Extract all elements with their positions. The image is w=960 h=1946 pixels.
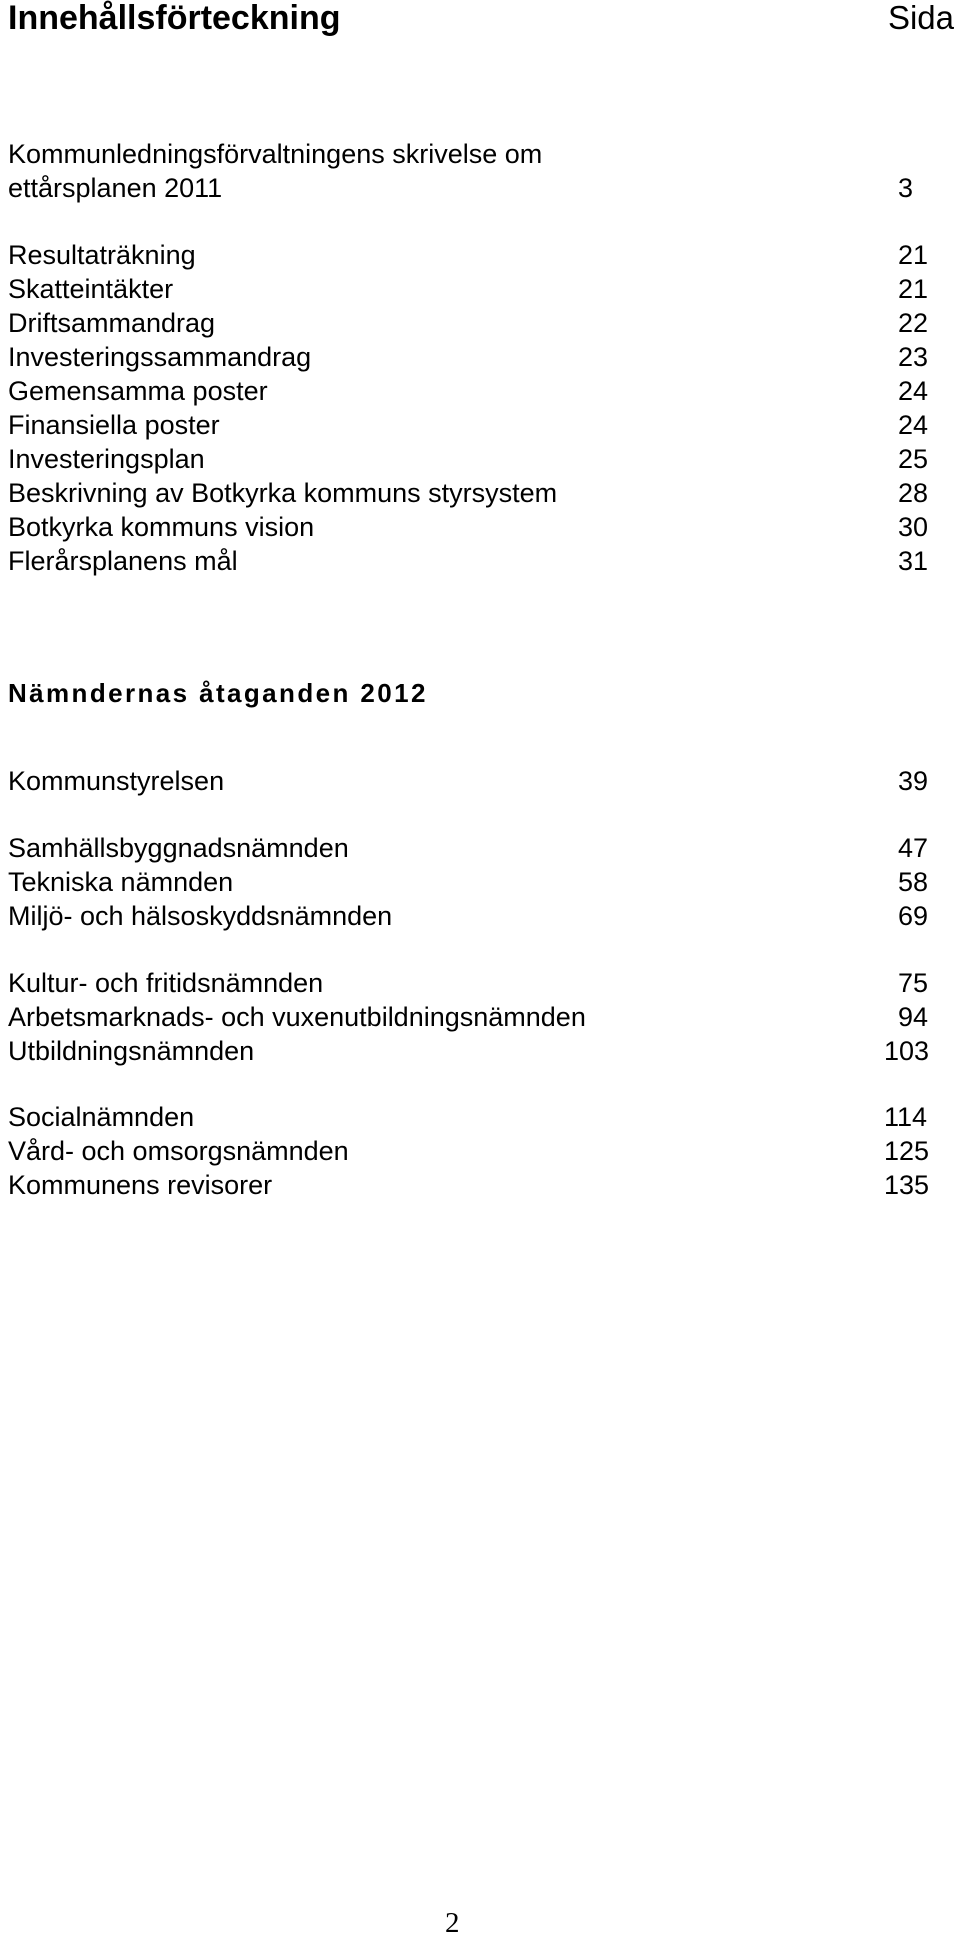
toc-board-group-2: [8, 831, 929, 933]
toc-board-group-1: [8, 764, 929, 798]
toc-entry-page: 24: [898, 376, 929, 406]
toc-entry[interactable]: [8, 476, 929, 510]
toc-entry-title: Skatteintäkter: [8, 274, 174, 304]
toc-entry-page: 21: [898, 274, 929, 304]
toc-entry-page: 28: [898, 478, 929, 508]
toc-entry-page: 23: [898, 342, 929, 372]
toc-entry-title: Utbildningsnämnden: [8, 1036, 255, 1066]
toc-entry[interactable]: [8, 1034, 930, 1068]
toc-entry-page: 31: [898, 546, 929, 576]
toc-entry-page: 30: [898, 512, 929, 542]
toc-entry-title: Vård- och omsorgsnämnden: [8, 1136, 349, 1166]
toc-entry-title: Miljö- och hälsoskyddsnämnden: [8, 901, 393, 931]
page-column-label: Sida: [887, 0, 954, 36]
toc-entry-page: 125: [884, 1136, 930, 1166]
toc-board-group-3: [8, 966, 930, 1068]
toc-entry[interactable]: [8, 899, 929, 933]
toc-entry[interactable]: [8, 171, 923, 205]
toc-entry[interactable]: [8, 374, 929, 408]
toc-entry[interactable]: [8, 1100, 928, 1134]
toc-entry-title: Botkyrka kommuns vision: [8, 512, 315, 542]
toc-entry-title: Beskrivning av Botkyrka kommuns styrsystem: [8, 478, 558, 508]
toc-entry-page: 39: [898, 766, 929, 796]
toc-entry[interactable]: [8, 510, 929, 544]
toc-entry[interactable]: [8, 408, 929, 442]
toc-entry[interactable]: [8, 1168, 930, 1202]
toc-entry-title: Kommunstyrelsen: [8, 766, 225, 796]
toc-entry[interactable]: [8, 238, 929, 272]
toc-entry[interactable]: [8, 272, 929, 306]
toc-entry-title: Resultaträkning: [8, 240, 196, 270]
toc-entry-title: Tekniska nämnden: [8, 867, 234, 897]
toc-board-group-4: [8, 1100, 930, 1202]
toc-entry-page: 3: [898, 173, 914, 203]
toc-entry-title: Socialnämnden: [8, 1102, 195, 1132]
toc-entry-page: 21: [898, 240, 929, 270]
toc-entry[interactable]: [8, 831, 929, 865]
toc-entry-page: 47: [898, 833, 929, 863]
toc-entry[interactable]: [8, 442, 929, 476]
page-number: 2: [445, 1907, 460, 1939]
toc-entry-page: 24: [898, 410, 929, 440]
toc-entry[interactable]: [8, 137, 923, 171]
toc-entry-title: Kommunledningsförvaltningens skrivelse om: [8, 139, 543, 169]
toc-entry-page: 75: [898, 968, 929, 998]
toc-entry-page: 103: [884, 1036, 930, 1066]
toc-entry[interactable]: [8, 865, 929, 899]
toc-entry-title: Investeringsplan: [8, 444, 205, 474]
toc-entry[interactable]: [8, 764, 929, 798]
toc-entry-page: 58: [898, 867, 929, 897]
toc-entry[interactable]: [8, 340, 929, 374]
toc-entry-page: 25: [898, 444, 929, 474]
toc-entry[interactable]: [8, 1134, 930, 1168]
toc-entry-title: Kommunens revisorer: [8, 1170, 273, 1200]
toc-entry-page: 94: [898, 1002, 929, 1032]
toc-entry-page: 135: [884, 1170, 930, 1200]
toc-entry-title: Flerårsplanens mål: [8, 546, 238, 576]
section-heading: Nämndernas åtaganden 2012: [8, 678, 428, 708]
toc-entry-page: 69: [898, 901, 929, 931]
toc-entry[interactable]: [8, 1000, 929, 1034]
toc-entry[interactable]: [8, 966, 929, 1000]
toc-entry-title: ettårsplanen 2011: [8, 173, 223, 203]
toc-entry[interactable]: [8, 544, 929, 578]
toc-entry-title: Arbetsmarknads- och vuxenutbildningsnämnden: [8, 1002, 586, 1032]
toc-overview-list: [8, 238, 929, 578]
toc-entry-title: Samhällsbyggnadsnämnden: [8, 833, 349, 863]
toc-intro: [8, 137, 923, 205]
toc-entry[interactable]: [8, 306, 929, 340]
toc-entry-title: Gemensamma poster: [8, 376, 268, 406]
toc-entry-page: 22: [898, 308, 929, 338]
toc-entry-title: Kultur- och fritidsnämnden: [8, 968, 324, 998]
toc-entry-page: 114: [884, 1102, 928, 1132]
toc-entry-title: Driftsammandrag: [8, 308, 216, 338]
page-title: Innehållsförteckning: [8, 0, 341, 37]
toc-entry-title: Finansiella poster: [8, 410, 220, 440]
toc-entry-title: Investeringssammandrag: [8, 342, 312, 372]
